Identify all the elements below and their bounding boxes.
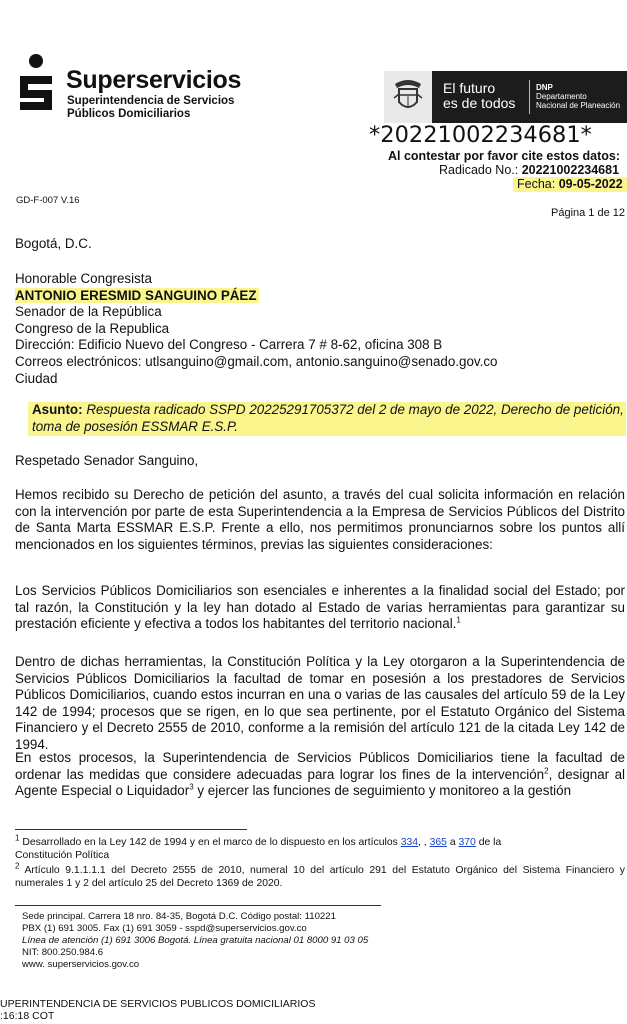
- footnote-divider: [15, 829, 247, 830]
- addressee-address: Dirección: Edificio Nuevo del Congreso - Carrera 7 # 8-62, oficina 308 B: [15, 337, 443, 353]
- radicado-value: 20221002234681: [521, 163, 620, 177]
- dnp-line-2: Departamento: [536, 92, 587, 101]
- article-365-link[interactable]: 365: [429, 837, 447, 848]
- banner-divider: [529, 80, 530, 114]
- barcode-text: *20221002234681*: [369, 122, 592, 148]
- subject-text: Respuesta radicado SSPD 20225291705372 del 2 de mayo de 2022, Derecho de petición, toma de posesión ESSMAR E.S.P.: [32, 402, 624, 434]
- stamp-line-2: :16:18 COT: [0, 1010, 55, 1022]
- addressee-line: Ciudad: [15, 370, 58, 386]
- stamp-line-1: UPERINTENDENCIA DE SERVICIOS PUBLICOS DOMICILIARIOS: [0, 998, 316, 1010]
- footnote-ref-3[interactable]: 3: [189, 782, 194, 792]
- addressee-line: Senador de la República: [15, 304, 162, 320]
- footnote-2-number: 2: [15, 861, 20, 871]
- footnote-2: $^2$ Artículo 9.1.1.1.1 del Decreto 2555 de 2010, numeral 10 del artículo 291 del Estatuto Orgánico del Sistema Financiero y numerales 1 y 2 del artículo 25 del Decreto 1369 de 2020.: [15, 861, 625, 889]
- addressee-name: ANTONIO ERESMID SANGUINO PÁEZ: [15, 287, 257, 303]
- addressee-line: Honorable Congresista: [15, 271, 152, 286]
- superservicios-logo-icon: [16, 52, 62, 120]
- superservicios-logo: [16, 52, 242, 122]
- letter-city: Bogotá, D.C.: [15, 236, 92, 251]
- footnote-1: $^1$ Desarrollado en la Ley 142 de 1994 y en el marco de lo dispuesto en los artículos 334, , 365 a 370 de la Constitución Política: [15, 836, 625, 862]
- addressee-block: [15, 271, 498, 387]
- form-code: GD-F-007 V.16: [16, 195, 80, 206]
- logo-name: Superservicios: [66, 66, 242, 94]
- subject: [28, 402, 626, 436]
- paragraph-1: Hemos recibido su Derecho de petición del asunto, a través del cual solicita información en relación con la intervención por parte de esta Superintendencia a la Empresa de Servicios Públicos del Distrito de Santa Marta ESSMAR E.S.P. Frente a ello, nos permitimos pronunciarnos sobre los puntos allí mencionados en los siguientes términos, previas las siguientes consideraciones:: [15, 487, 625, 552]
- footer-address: Sede principal. Carrera 18 nro. 84-35, Bogotá D.C. Código postal: 110221: [22, 911, 336, 922]
- gov-slogan-line-2: es de todos: [443, 95, 516, 111]
- footer-divider: [15, 905, 381, 906]
- fecha-value: 09-05-2022: [558, 177, 623, 191]
- footer-hotline: Línea de atención (1) 691 3006 Bogotá. Línea gratuita nacional 01 8000 91 03 05: [22, 935, 369, 946]
- greeting: Respetado Senador Sanguino,: [15, 453, 199, 468]
- paragraph-3: Dentro de dichas herramientas, la Constitución Política y la Ley otorgaron a la Superintendencia de Servicios Públicos Domiciliarios la facultad de tomar en posesión a los prestadores de Servicios Públicos Domiciliarios, cuando estos incurran en una o varias de las causales del artículo 59 de la Ley 142 de 1994; procesos que se rigen, en lo que sea pertinente, por el Estatuto Orgánico del Sistema Financiero y el Decreto 2555 de 2010, conforme a la remisión del artículo 121 de la citada Ley 142 de 1994.: [15, 654, 625, 752]
- footer-nit: NIT: 800.250.984.6: [22, 947, 104, 958]
- article-370-link[interactable]: 370: [458, 837, 476, 848]
- page-number: Página 1 de 12: [551, 207, 626, 219]
- footnote-1-number: 1: [15, 833, 20, 843]
- paragraph-4: En estos procesos, la Superintendencia de Servicios Públicos Domiciliarios tiene la facultad de ordenar las medidas que considere adecuadas para lograr los fines de la intervención$^2$, designar al Agente Especial o Liquidador$^3$ y ejercer las funciones de seguimiento y monitoreo a la gestión: [15, 750, 625, 799]
- gov-slogan-line-1: El futuro: [443, 80, 496, 96]
- addressee-emails: Correos electrónicos: utlsanguino@gmail.com, antonio.sanguino@senado.gov.co: [15, 353, 498, 369]
- subject-label: Asunto:: [32, 402, 83, 417]
- radicado-label: Radicado No.:: [439, 163, 519, 177]
- footnote-ref-2[interactable]: 2: [544, 766, 549, 776]
- fecha-label: Fecha:: [517, 177, 556, 191]
- footnote-1-continuation: Constitución Política: [15, 850, 110, 861]
- radicado-line: [439, 163, 619, 178]
- footer-website[interactable]: www. superservicios.gov.co: [22, 959, 140, 970]
- paragraph-2: Los Servicios Públicos Domiciliarios son esenciales e inherentes a la finalidad social del Estado; por tal razón, la Constitución y la ley han dotado al Estado de varias herramientas para garantizar su prestación eficiente y efectiva a todos los habitantes del territorio nacional.$^1$: [15, 583, 625, 632]
- footnote-ref-1[interactable]: 1: [456, 615, 461, 625]
- coat-of-arms-icon: [391, 78, 425, 116]
- fecha-line: [513, 177, 627, 192]
- logo-subtitle-2: Públicos Domiciliarios: [67, 108, 191, 120]
- government-banner: [384, 71, 627, 123]
- addressee-line: Congreso de la Republica: [15, 320, 170, 336]
- coat-of-arms-block: [384, 71, 432, 123]
- gov-slogan-block: [432, 71, 627, 123]
- cite-label: Al contestar por favor cite estos datos:: [388, 149, 621, 163]
- page-footer: [22, 911, 368, 971]
- dnp-line-3: Nacional de Planeación: [536, 101, 621, 110]
- dnp-label: DNP: [536, 83, 553, 92]
- logo-subtitle-1: Superintendencia de Servicios: [67, 95, 235, 107]
- footer-phone: PBX (1) 691 3005. Fax (1) 691 3059 - sspd@superservicios.gov.co: [22, 923, 307, 934]
- article-334-link[interactable]: 334: [400, 837, 419, 848]
